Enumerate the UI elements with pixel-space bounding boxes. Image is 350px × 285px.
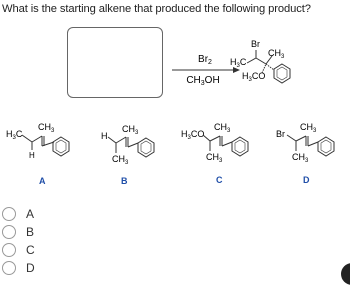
radio-d[interactable] <box>2 261 16 275</box>
svg-text:CH3: $CH_3$ <box>292 152 309 164</box>
choice-label-c: C <box>26 243 35 257</box>
label-b: B <box>121 176 128 186</box>
svg-text:H3C: $H_3C$ <box>6 129 23 141</box>
structure-d <box>276 122 334 185</box>
product-h3c: $H_3C$ <box>230 57 247 69</box>
label-c: C <box>216 175 223 185</box>
structure-b <box>101 124 154 186</box>
question-text: What is the starting alkene that produced the following product? <box>2 3 311 15</box>
svg-text:CH3: $CH_3$ <box>206 152 223 164</box>
svg-text:Br: Br <box>276 129 285 139</box>
product-ch3: $CH_3$ <box>268 48 285 60</box>
svg-text:H: H <box>29 151 35 160</box>
radio-c[interactable] <box>2 243 16 257</box>
product-h3co: $H_3CO$ <box>242 71 266 83</box>
choice-b[interactable] <box>0 224 60 242</box>
choice-label-d: D <box>26 261 35 275</box>
svg-text:CH3: $CH_3$ <box>122 124 139 136</box>
label-d: D <box>303 175 310 185</box>
product-structure <box>230 39 290 83</box>
svg-text:H3CO: $H_3CO$ <box>181 129 205 141</box>
label-a: A <box>39 176 46 186</box>
structure-a <box>6 122 69 186</box>
radio-b[interactable] <box>2 225 16 239</box>
reagent-top: $Br_2$ <box>198 54 212 66</box>
radio-a[interactable] <box>2 207 16 221</box>
structure-c <box>181 122 248 185</box>
choice-c[interactable] <box>0 242 60 260</box>
svg-text:CH3: $CH_3$ <box>112 154 129 166</box>
product-br: Br <box>251 39 260 49</box>
choice-d[interactable] <box>0 260 60 278</box>
choice-label-b: B <box>26 225 35 239</box>
svg-text:CH3: $CH_3$ <box>38 122 55 134</box>
svg-text:H: H <box>101 131 108 141</box>
choice-a[interactable] <box>0 206 60 224</box>
svg-text:CH3: $CH_3$ <box>214 122 231 134</box>
reagent-bottom: $CH_3OH$ <box>186 75 220 87</box>
svg-text:CH3: $CH_3$ <box>300 122 317 134</box>
choice-label-a: A <box>26 207 35 221</box>
